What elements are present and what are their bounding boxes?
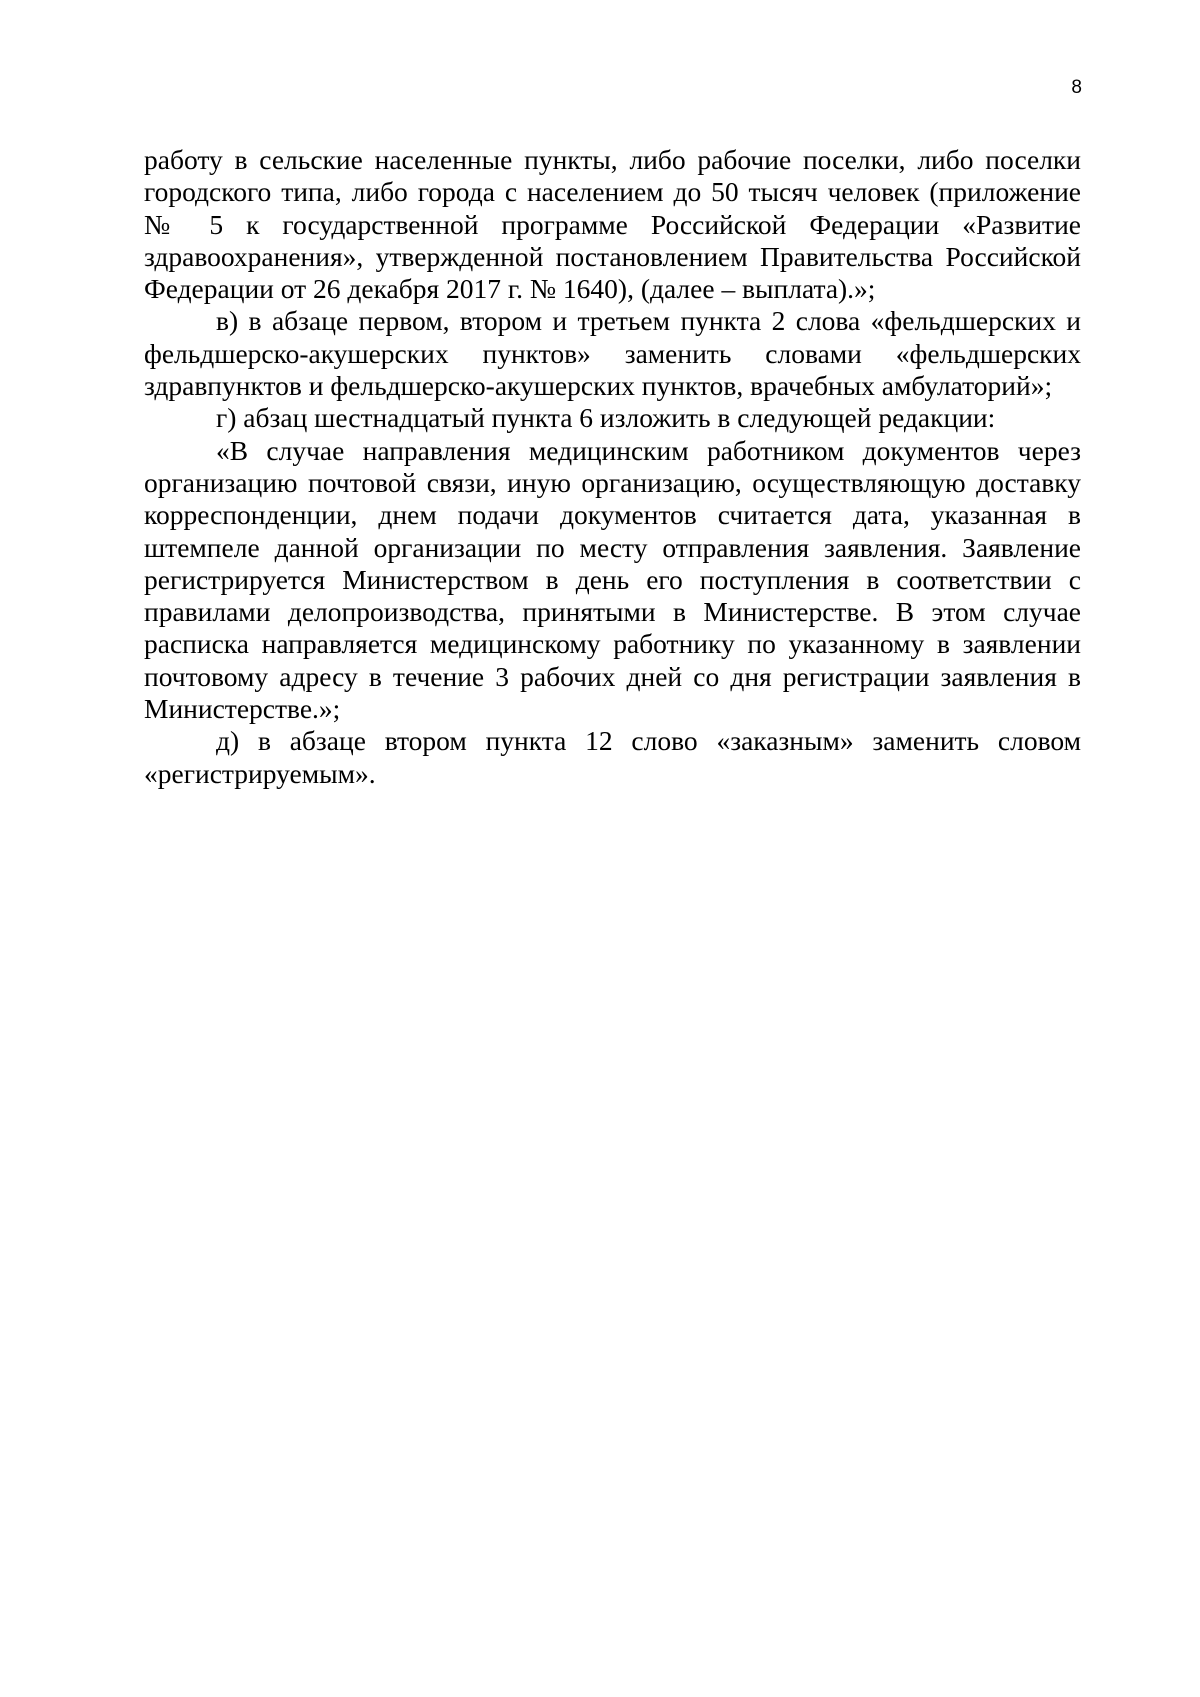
paragraph-continuation: работу в сельские населенные пункты, либо рабочие поселки, либо поселки городского типа, либо города с населением до 50 тысяч человек (приложение № 5 к государственной программе Российской Федерации «Развитие здравоохранения», утвержденной постановлением Правительства Российской Федерации от 26 декабря 2017 г. № 1640), (далее – выплата).»; xyxy=(144,144,1081,305)
paragraph-item-g: г) абзац шестнадцатый пункта 6 изложить в следующей редакции: xyxy=(216,402,996,434)
paragraph-quoted-text: «В случае направления медицинским работником документов через организацию почтовой связи, иную организацию, осуществляющую доставку корреспонденции, днем подачи документов считается дата, указанная в штемпеле данной организации по месту отправления заявления. Заявление регистрируется Министерством в день его поступления в соответствии с правилами делопроизводства, принятыми в Министерстве. В этом случае расписка направляется медицинскому работнику по указанному в заявлении почтовому адресу в течение 3 рабочих дней со дня регистрации заявления в Министерстве.»; xyxy=(144,434,1081,725)
document-body xyxy=(144,144,1081,790)
paragraph-item-d: д) в абзаце втором пункта 12 слово «заказным» заменить словом «регистрируемым». xyxy=(144,725,1081,789)
paragraph-item-v: в) в абзаце первом, втором и третьем пункта 2 слова «фельдшерских и фельдшерско-акушерских пунктов» заменить словами «фельдшерских здравпунктов и фельдшерско-акушерских пунктов, врачебных амбулаторий»; xyxy=(144,305,1081,402)
page-number: 8 xyxy=(1071,77,1082,98)
